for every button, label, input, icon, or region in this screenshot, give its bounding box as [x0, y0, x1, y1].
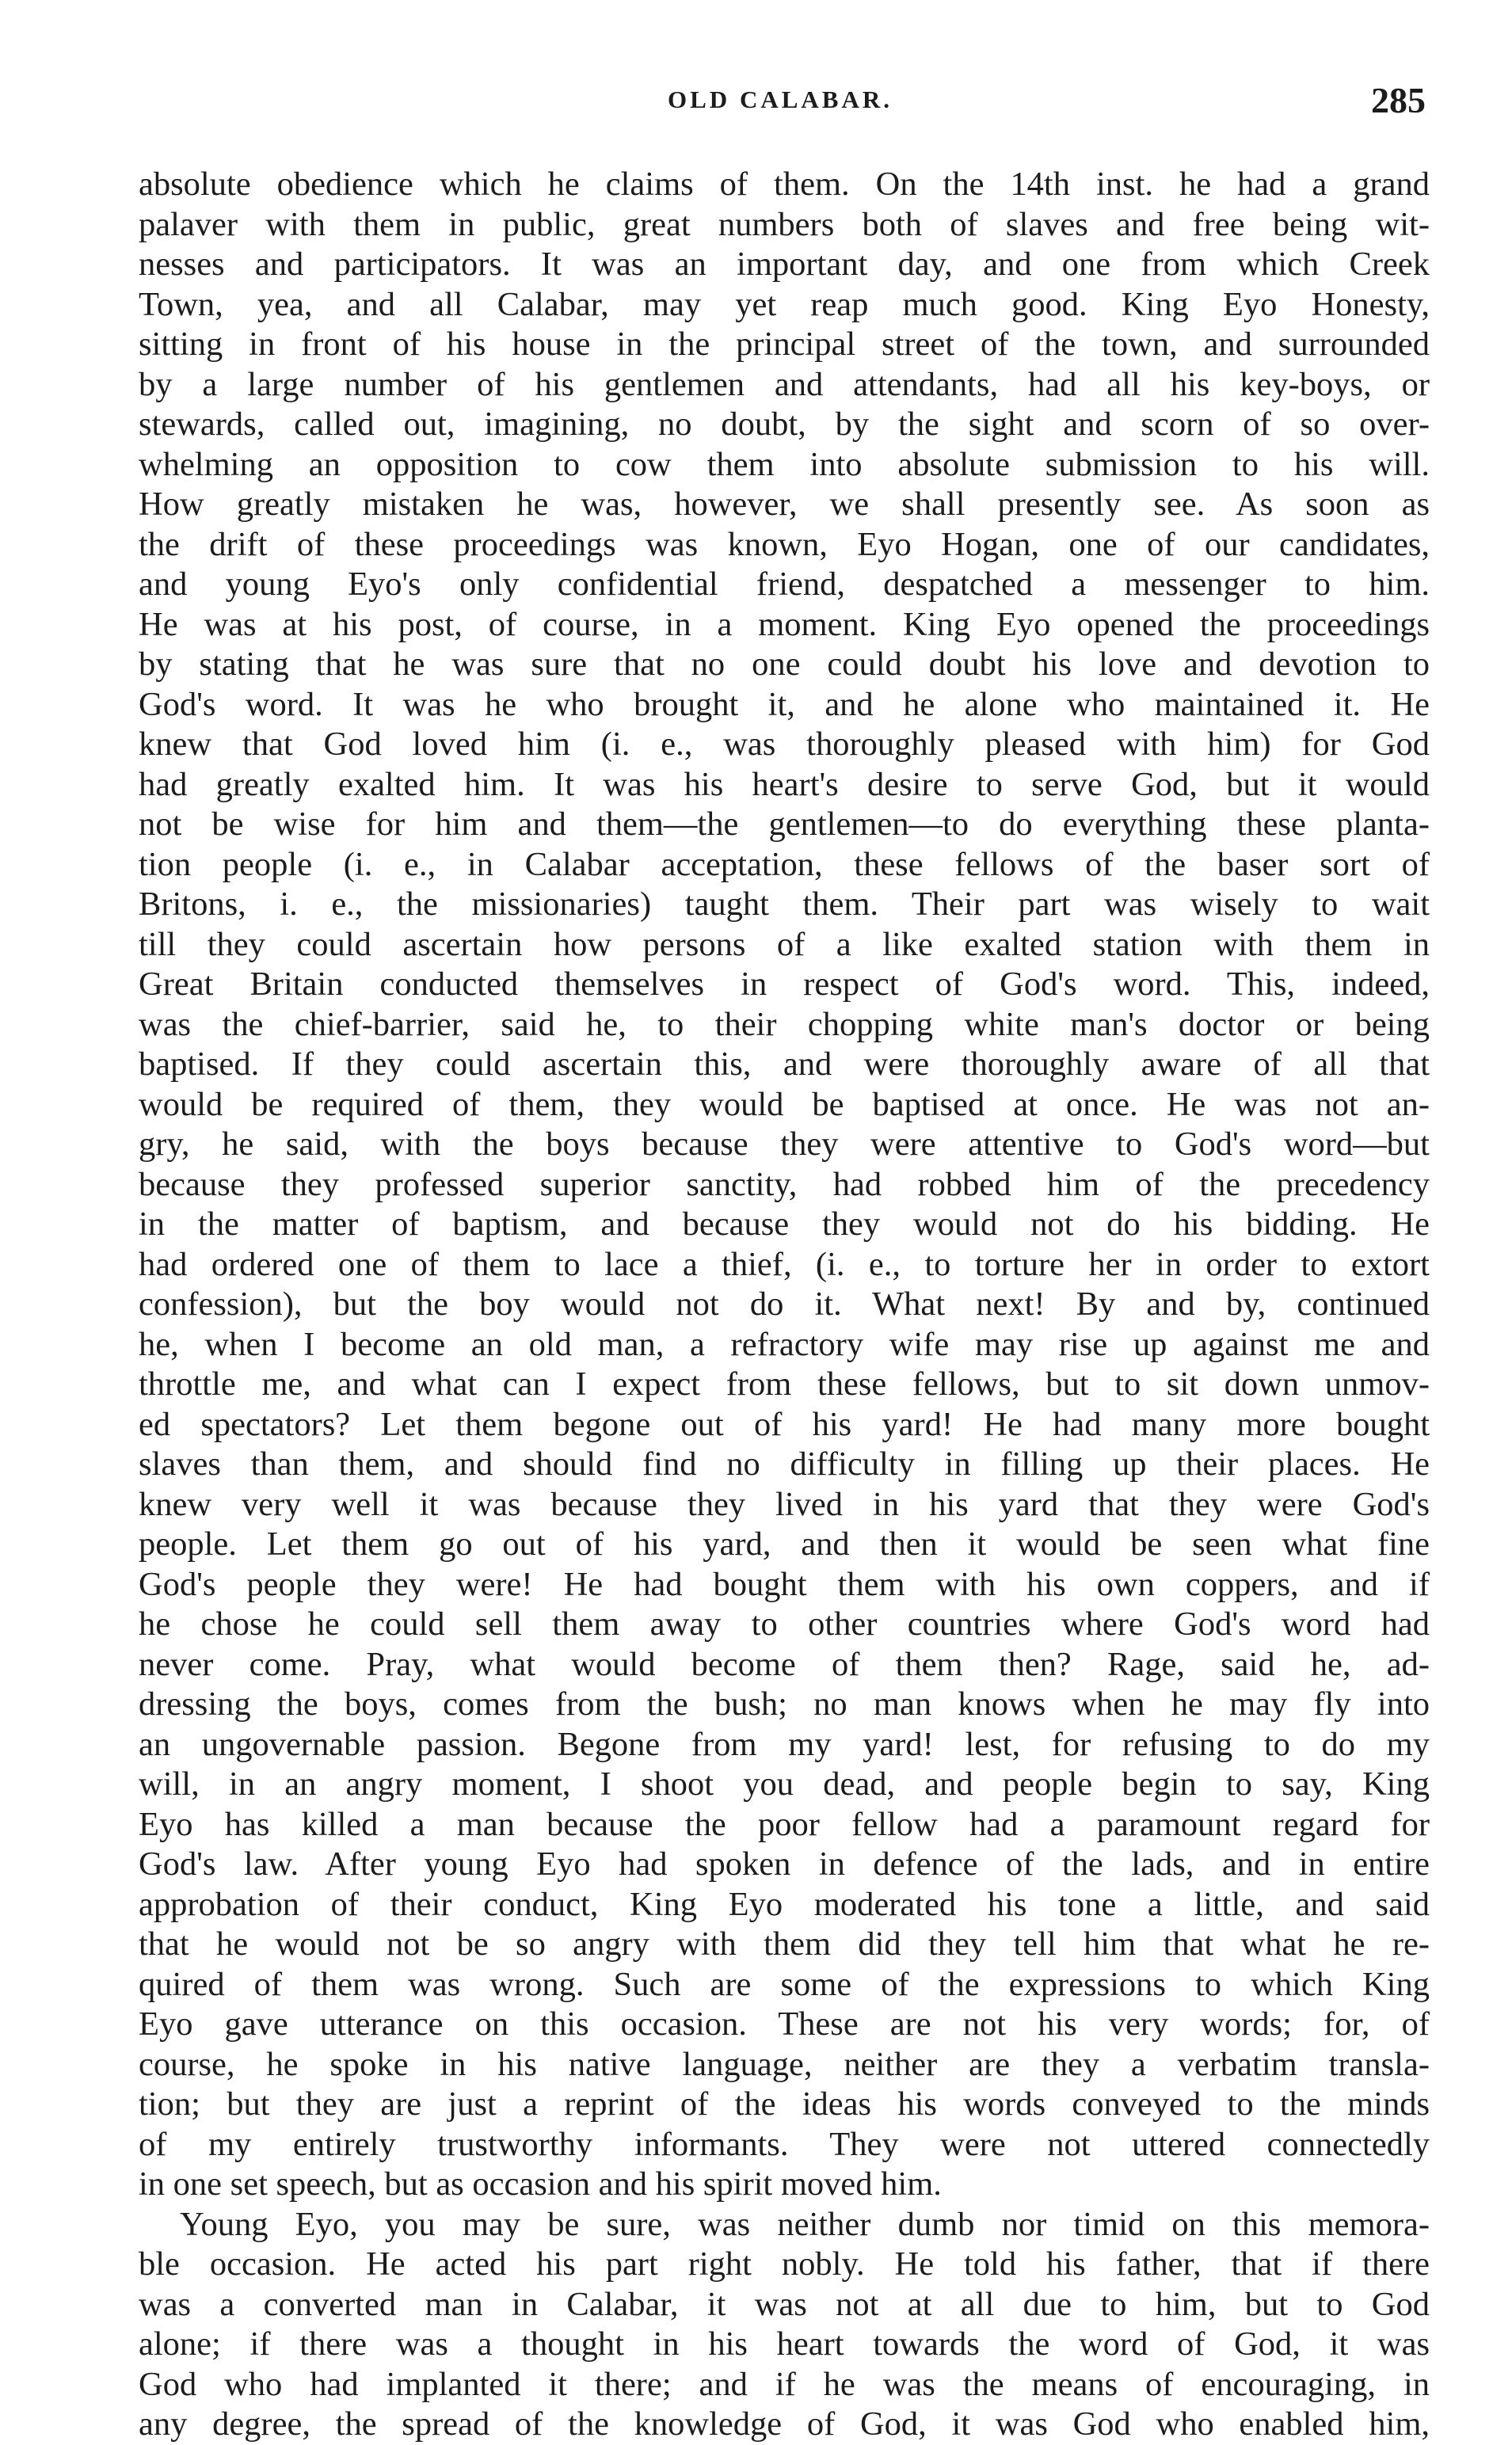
- text-line: confession), but the boy would not do it. What next! By and by, continued: [139, 1285, 1430, 1323]
- text-line: alone; if there was a thought in his heart towards the word of God, it was: [139, 2325, 1430, 2363]
- text-line: gry, he said, with the boys because they were attentive to God's word—but: [139, 1125, 1430, 1163]
- paragraph: [139, 2205, 1430, 2445]
- text-line: in the matter of baptism, and because they would not do his bidding. He: [139, 1205, 1430, 1243]
- text-line: God's law. After young Eyo had spoken in defence of the lads, and in entire: [139, 1845, 1430, 1883]
- text-line: people. Let them go out of his yard, and then it would be seen what fine: [139, 1525, 1430, 1563]
- text-line: that he would not be so angry with them did they tell him that what he re-: [139, 1925, 1430, 1963]
- text-line: palaver with them in public, great numbers both of slaves and free being wit-: [139, 205, 1430, 243]
- text-line: Great Britain conducted themselves in respect of God's word. This, indeed,: [139, 965, 1430, 1003]
- text-line: nesses and participators. It was an important day, and one from which Creek: [139, 246, 1430, 283]
- text-line: was the chief-barrier, said he, to their chopping white man's doctor or being: [139, 1005, 1430, 1043]
- text-line: till they could ascertain how persons of a like exalted station with them in: [139, 925, 1430, 963]
- text-line: ble occasion. He acted his part right nobly. He told his father, that if there: [139, 2245, 1430, 2283]
- text-line: He was at his post, of course, in a moment. King Eyo opened the proceedings: [139, 605, 1430, 643]
- text-line: God who had implanted it there; and if he was the means of encouraging, in: [139, 2365, 1430, 2403]
- text-line: stewards, called out, imagining, no doubt, by the sight and scorn of so over-: [139, 406, 1430, 443]
- body-text: [139, 165, 1430, 2445]
- text-line: knew very well it was because they lived in his yard that they were God's: [139, 1485, 1430, 1523]
- text-line: because they professed superior sanctity, had robbed him of the precedency: [139, 1165, 1430, 1203]
- text-line: Eyo gave utterance on this occasion. These are not his very words; for, of: [139, 2005, 1430, 2043]
- text-line: an ungovernable passion. Begone from my yard! lest, for refusing to do my: [139, 1725, 1430, 1763]
- text-line: whelming an opposition to cow them into absolute submission to his will.: [139, 445, 1430, 483]
- text-line: the drift of these proceedings was known, Eyo Hogan, one of our candidates,: [139, 525, 1430, 563]
- page-number: 285: [1371, 80, 1426, 120]
- text-line: quired of them was wrong. Such are some of the expressions to which King: [139, 1965, 1430, 2003]
- text-line: Eyo has killed a man because the poor fellow had a paramount regard for: [139, 1805, 1430, 1843]
- text-line: approbation of their conduct, King Eyo moderated his tone a little, and said: [139, 1885, 1430, 1923]
- text-line: slaves than them, and should find no difficulty in filling up their places. He: [139, 1445, 1430, 1483]
- text-line: God's people they were! He had bought them with his own coppers, and if: [139, 1565, 1430, 1603]
- text-line: dressing the boys, comes from the bush; no man knows when he may fly into: [139, 1685, 1430, 1723]
- text-line: baptised. If they could ascertain this, and were thoroughly aware of all that: [139, 1045, 1430, 1083]
- text-line: by a large number of his gentlemen and attendants, had all his key-boys, or: [139, 365, 1430, 403]
- text-line: course, he spoke in his native language, neither are they a verbatim transla-: [139, 2045, 1430, 2083]
- text-line: tion; but they are just a reprint of the ideas his words conveyed to the minds: [139, 2085, 1430, 2123]
- text-line: had greatly exalted him. It was his heart's desire to serve God, but it would: [139, 765, 1430, 803]
- text-line: had ordered one of them to lace a thief, (i. e., to torture her in order to extort: [139, 1245, 1430, 1283]
- text-line: Britons, i. e., the missionaries) taught them. Their part was wisely to wait: [139, 885, 1430, 923]
- running-head: [135, 79, 1426, 135]
- text-line: of my entirely trustworthy informants. They were not uttered connectedly: [139, 2125, 1430, 2163]
- running-title: OLD CALABAR.: [668, 86, 893, 113]
- text-line: ed spectators? Let them begone out of his yard! He had many more bought: [139, 1405, 1430, 1443]
- text-line: throttle me, and what can I expect from these fellows, but to sit down unmov-: [139, 1365, 1430, 1403]
- text-line: any degree, the spread of the knowledge of God, it was God who enabled him,: [139, 2405, 1430, 2443]
- text-line: will, in an angry moment, I shoot you dead, and people begin to say, King: [139, 1765, 1430, 1803]
- text-line: not be wise for him and them—the gentlemen—to do everything these planta-: [139, 805, 1430, 843]
- text-line: tion people (i. e., in Calabar acceptation, these fellows of the baser sort of: [139, 845, 1430, 883]
- text-line: was a converted man in Calabar, it was not at all due to him, but to God: [139, 2285, 1430, 2323]
- text-line: and young Eyo's only confidential friend, despatched a messenger to him.: [139, 566, 1430, 603]
- text-line: by stating that he was sure that no one could doubt his love and devotion to: [139, 646, 1430, 683]
- text-line: Young Eyo, you may be sure, was neither dumb nor timid on this memora-: [180, 2205, 1430, 2243]
- text-line: God's word. It was he who brought it, and he alone who maintained it. He: [139, 685, 1430, 723]
- text-line: never come. Pray, what would become of them then? Rage, said he, ad-: [139, 1645, 1430, 1683]
- text-line: would be required of them, they would be baptised at once. He was not an-: [139, 1085, 1430, 1123]
- text-line: absolute obedience which he claims of them. On the 14th inst. he had a grand: [139, 166, 1430, 203]
- text-line: he, when I become an old man, a refractory wife may rise up against me and: [139, 1325, 1430, 1363]
- paragraph: [139, 165, 1430, 2205]
- text-line: sitting in front of his house in the principal street of the town, and surrounded: [139, 326, 1430, 363]
- text-line: How greatly mistaken he was, however, we shall presently see. As soon as: [139, 486, 1430, 523]
- text-line: in one set speech, but as occasion and his spirit moved him.: [139, 2165, 942, 2203]
- text-line: he chose he could sell them away to other countries where God's word had: [139, 1605, 1430, 1643]
- text-line: Town, yea, and all Calabar, may yet reap much good. King Eyo Honesty,: [139, 285, 1430, 323]
- text-line: knew that God loved him (i. e., was thoroughly pleased with him) for God: [139, 726, 1430, 763]
